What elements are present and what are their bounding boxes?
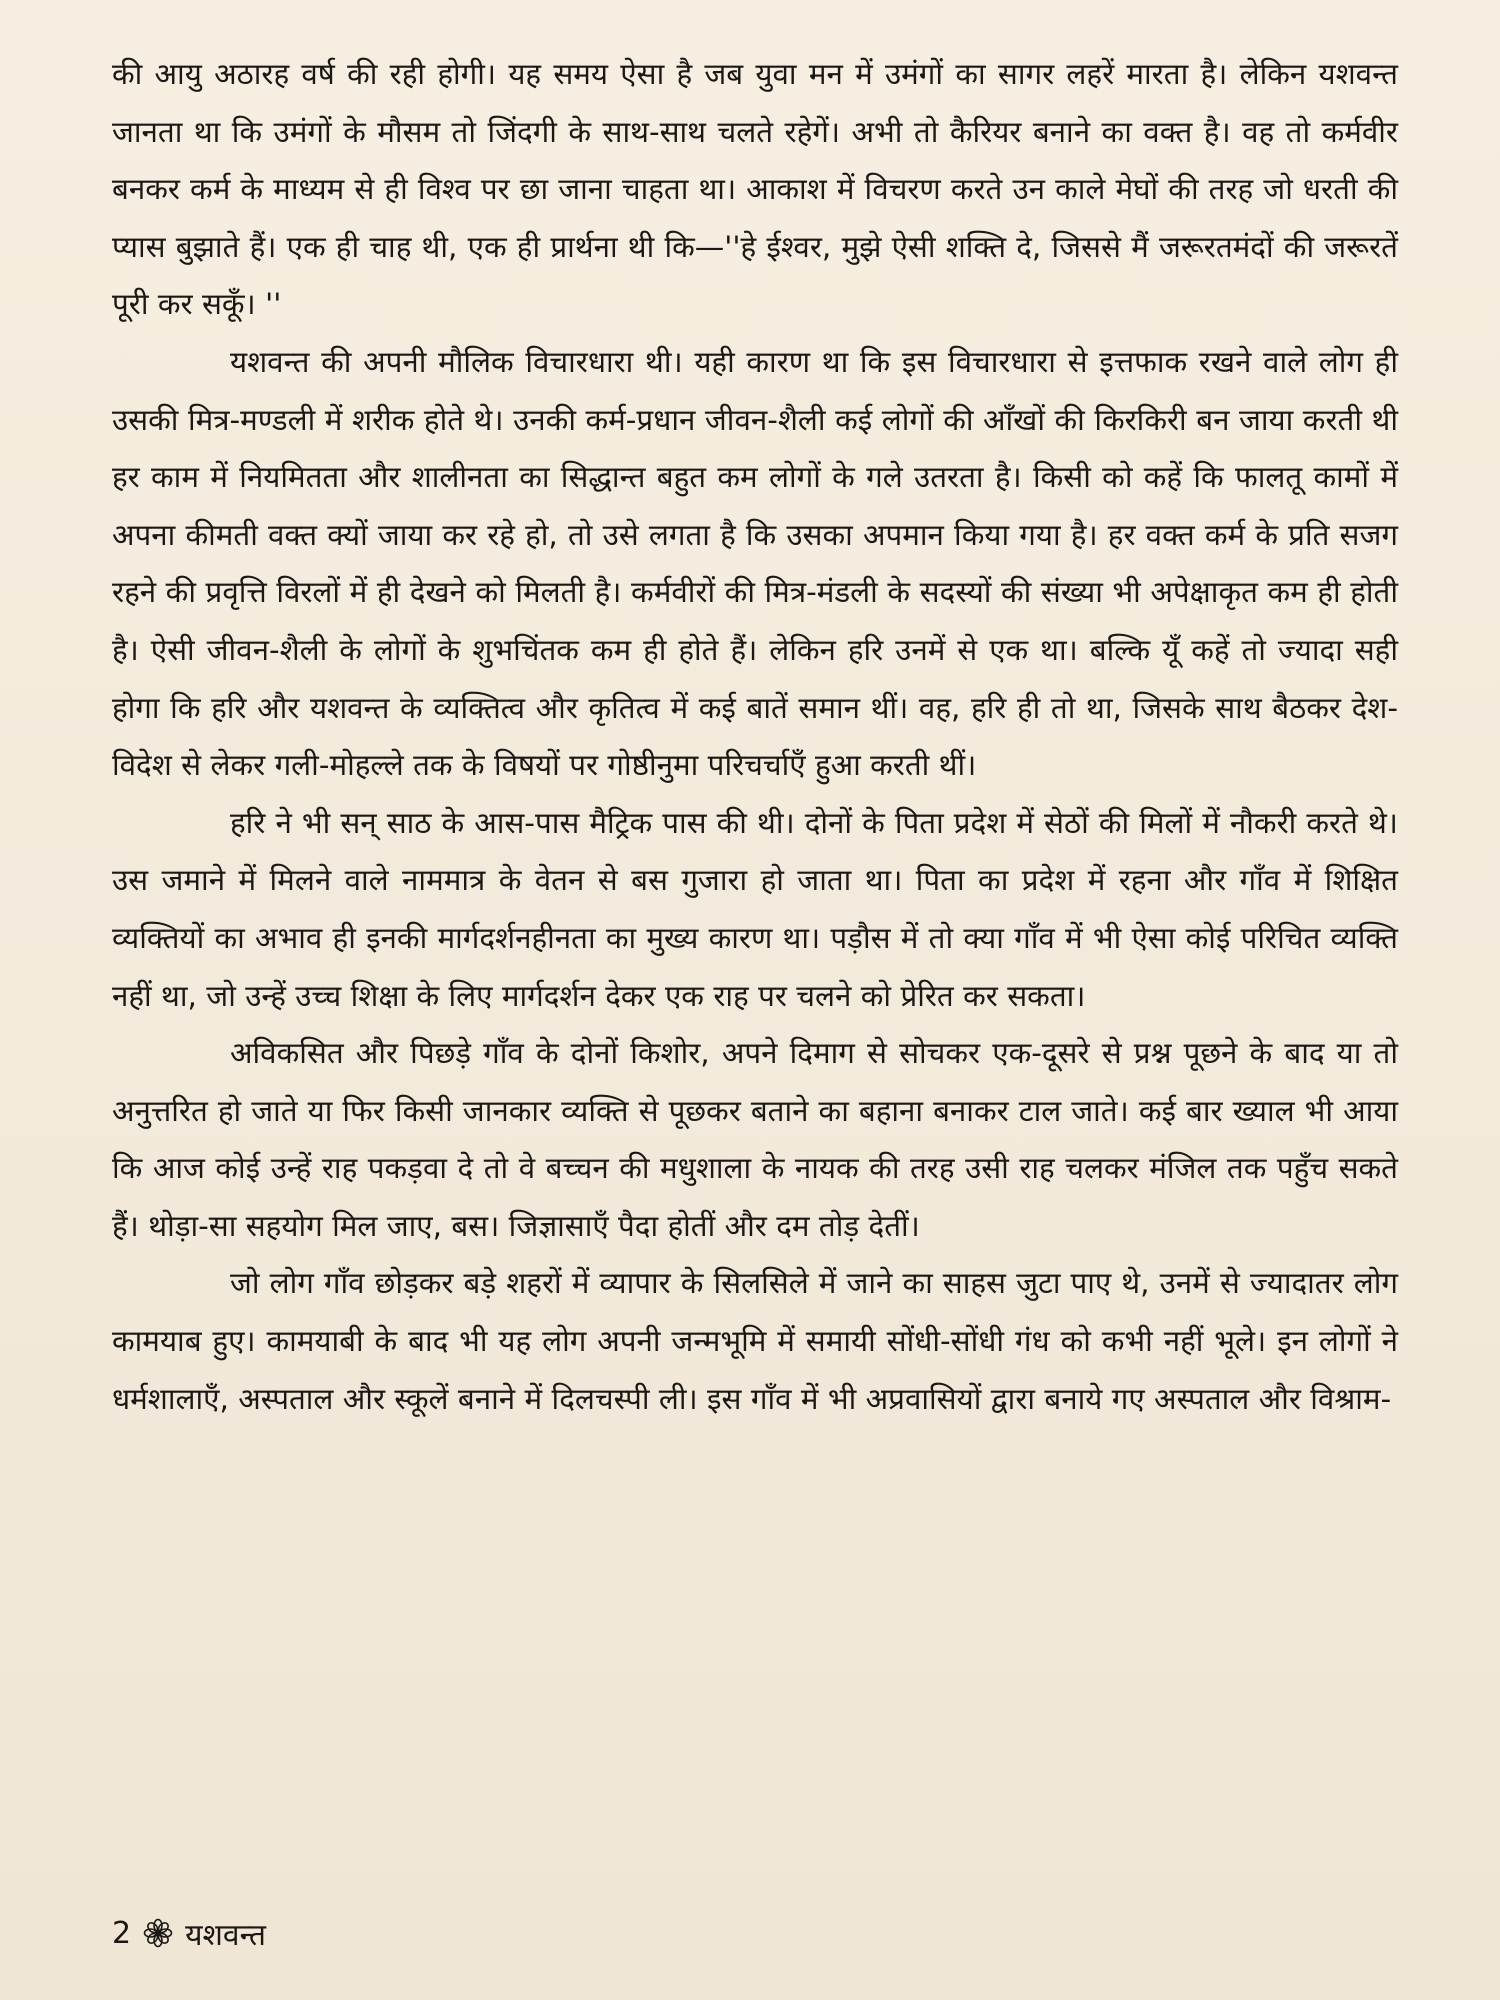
paragraph-migrants: जो लोग गाँव छोड़कर बड़े शहरों में व्यापार के सिलसिले में जाने का साहस जुटा पाए थे, उनमें से ज्यादातर लोग कामयाब हुए। कामयाबी के बाद भी यह लोग अपनी जन्मभूमि में समायी सोंधी-सोंधी गंध को कभी नहीं भूले। इन लोगों ने धर्मशालाएँ, अस्पताल और स्कूलें बनाने में दिलचस्पी ली। इस गाँव में भी अप्रवासियों द्वारा बनाये गए अस्पताल और विश्राम- [112, 1266, 1398, 1416]
paragraph-yashwant-ideology: यशवन्त की अपनी मौलिक विचारधारा थी। यही कारण था कि इस विचारधारा से इत्तफाक रखने वाले लोग ही उसकी मित्र-मण्डली में शरीक होते थे। उनकी कर्म-प्रधान जीवन-शैली कई लोगों की आँखों की किरकिरी बन जाया करती थी हर काम में नियमितता और शालीनता का सिद्धान्त बहुत कम लोगों के गले उतरता है। किसी को कहें कि फालतू कामों में अपना कीमती वक्त क्यों जाया कर रहे हो, तो उसे लगता है कि उसका अपमान किया गया है। हर वक्त कर्म के प्रति सजग रहने की प्रवृत्ति विरलों में ही देखने को मिलती है। कर्मवीरों की मित्र-मंडली के सदस्यों की संख्या भी अपेक्षाकृत कम ही होती है। ऐसी जीवन-शैली के लोगों के शुभचिंतक कम ही होते हैं। लेकिन हरि उनमें से एक था। बल्कि यूँ कहें तो ज्यादा सही होगा कि हरि और यशवन्त के व्यक्तित्व और कृतित्व में कई बातें समान थीं। वह, हरि ही तो था, जिसके साथ बैठकर देश-विदेश से लेकर गली-मोहल्ले तक के विषयों पर गोष्ठीनुमा परिचर्चाएँ हुआ करती थीं। [112, 344, 1398, 783]
book-title: यशवन्त [185, 1917, 266, 1953]
page-number: 2 [112, 1915, 132, 1951]
body-text [112, 46, 1398, 1428]
flower-icon [143, 1918, 173, 1948]
paragraph-village-youths: अविकसित और पिछड़े गाँव के दोनों किशोर, अपने दिमाग से सोचकर एक-दूसरे से प्रश्न पूछने के बाद या तो अनुत्तरित हो जाते या फिर किसी जानकार व्यक्ति से पूछकर बताने का बहाना बनाकर टाल जाते। कई बार ख्याल भी आया कि आज कोई उन्हें राह पकड़वा दे तो वे बच्चन की मधुशाला के नायक की तरह उसी राह चलकर मंजिल तक पहुँच सकते हैं। थोड़ा-सा सहयोग मिल जाए, बस। जिज्ञासाएँ पैदा होतीं और दम तोड़ देतीं। [112, 1036, 1398, 1243]
page-footer [112, 1908, 266, 1958]
paragraph-continuation: की आयु अठारह वर्ष की रही होगी। यह समय ऐसा है जब युवा मन में उमंगों का सागर लहरें मारता है। लेकिन यशवन्त जानता था कि उमंगों के मौसम तो जिंदगी के साथ-साथ चलते रहेगें। अभी तो कैरियर बनाने का वक्त है। वह तो कर्मवीर बनकर कर्म के माध्यम से ही विश्व पर छा जाना चाहता था। आकाश में विचरण करते उन काले मेघों की तरह जो धरती की प्यास बुझाते हैं। एक ही चाह थी, एक ही प्रार्थना थी कि—''हे ईश्वर, मुझे ऐसी शक्ति दे, जिससे मैं जरूरतमंदों की जरूरतें पूरी कर सकूँ। '' [112, 57, 1398, 322]
paragraph-hari-matric: हरि ने भी सन् साठ के आस-पास मैट्रिक पास की थी। दोनों के पिता प्रदेश में सेठों की मिलों में नौकरी करते थे। उस जमाने में मिलने वाले नाममात्र के वेतन से बस गुजारा हो जाता था। पिता का प्रदेश में रहना और गाँव में शिक्षित व्यक्तियों का अभाव ही इनकी मार्गदर्शनहीनता का मुख्य कारण था। पड़ौस में तो क्या गाँव में भी ऐसा कोई परिचित व्यक्ति नहीं था, जो उन्हें उच्च शिक्षा के लिए मार्गदर्शन देकर एक राह पर चलने को प्रेरित कर सकता। [112, 805, 1398, 1013]
